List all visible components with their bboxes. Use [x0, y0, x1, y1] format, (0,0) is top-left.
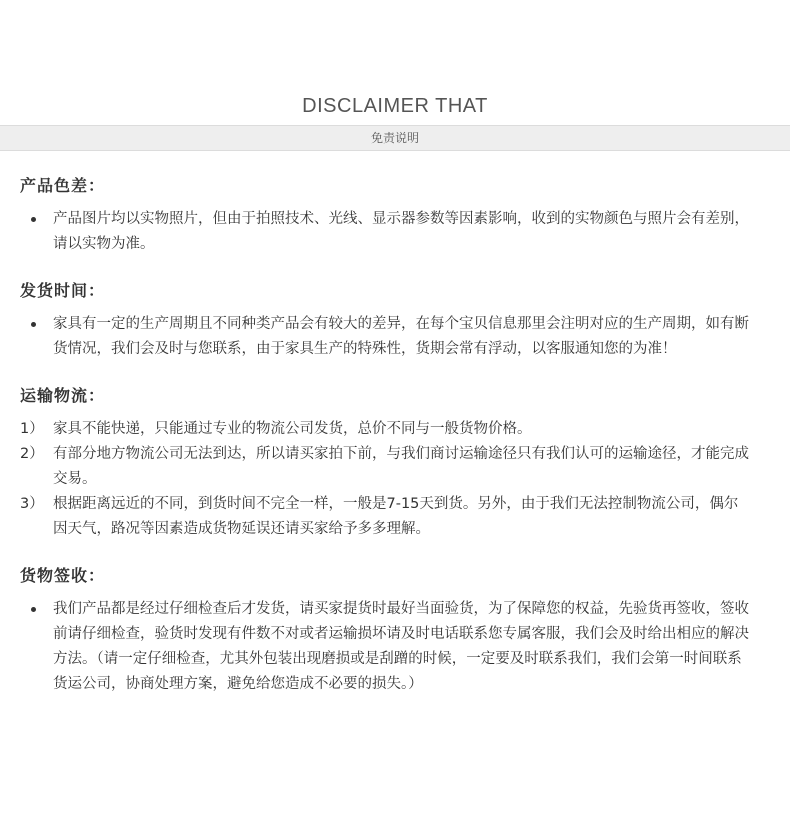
list-item-number: 3）	[20, 496, 44, 512]
page-title: DISCLAIMER THAT	[302, 95, 488, 117]
section-delivery-time	[20, 276, 750, 362]
numbered-list	[20, 417, 750, 542]
bullet-icon	[31, 217, 36, 222]
list-item	[20, 442, 750, 492]
section-logistics	[20, 381, 750, 542]
list-item-text: 家具有一定的生产周期且不同种类产品会有较大的差异，在每个宝贝信息那里会注明对应的生产周期，如有断货情况，我们会及时与您联系，由于家具生产的特殊性，货期会常有浮动，以客服通知您的为准！	[53, 316, 749, 357]
list-item-text: 根据距离远近的不同，到货时间不完全一样，一般是7-15天到货。另外，由于我们无法控制物流公司，偶尔因天气，路况等因素造成货物延误还请买家给予多多理解。	[53, 496, 739, 537]
section-color-difference	[20, 171, 750, 257]
list-item	[20, 207, 750, 257]
list-item-number: 2）	[20, 446, 44, 462]
list-item-text: 家具不能快递，只能通过专业的物流公司发货，总价不同与一般货物价格。	[53, 421, 532, 437]
section-title: 产品色差：	[20, 176, 106, 195]
list-item-text: 有部分地方物流公司无法到达，所以请买家拍下前，与我们商讨运输途径只有我们认可的运输途径，才能完成交易。	[53, 446, 749, 487]
bullet-list	[20, 597, 750, 697]
list-item	[20, 492, 750, 542]
subtitle-band	[0, 125, 790, 151]
section-title: 发货时间：	[20, 281, 106, 300]
bullet-icon	[31, 607, 36, 612]
section-title: 运输物流：	[20, 386, 106, 405]
section-title: 货物签收：	[20, 566, 106, 585]
list-item-text: 我们产品都是经过仔细检查后才发货，请买家提货时最好当面验货，为了保障您的权益，先验货再签收，签收前请仔细检查，验货时发现有件数不对或者运输损坏请及时电话联系您专属客服，我们会及时给出相应的解决方法。（请一定仔细检查，尤其外包装出现磨损或是刮蹭的时候，一定要及时联系我们，我们会第一时间联系货运公司，协商处理方案，避免给您造成不必要的损失。）	[53, 601, 749, 692]
bullet-icon	[31, 322, 36, 327]
list-item	[20, 417, 750, 442]
list-item	[20, 597, 750, 697]
page-subtitle: 免责说明	[370, 131, 419, 145]
bullet-list	[20, 207, 750, 257]
list-item	[20, 312, 750, 362]
list-item-number: 1）	[20, 421, 44, 437]
bullet-list	[20, 312, 750, 362]
list-item-text: 产品图片均以实物照片，但由于拍照技术、光线、显示器参数等因素影响，收到的实物颜色与照片会有差别，请以实物为准。	[53, 211, 749, 252]
disclaimer-content	[20, 171, 750, 716]
section-receipt	[20, 561, 750, 697]
